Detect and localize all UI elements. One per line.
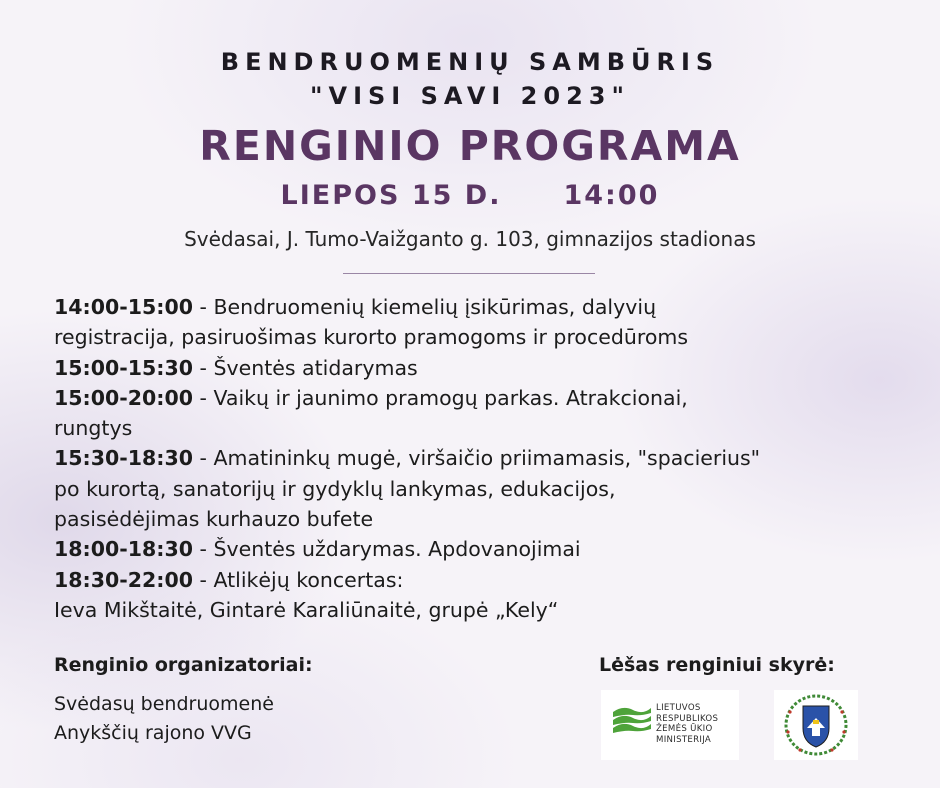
event-date: LIEPOS 15 D.	[280, 180, 502, 211]
program-item: 14:00-15:00 - Bendruomenių kiemelių įsikūrimas, dalyvių registracija, pasiruošimas kurorto pramogoms ir procedūroms	[54, 295, 689, 350]
event-title-line2: "VISI SAVI 2023"	[310, 82, 630, 110]
program-time: 15:00-20:00	[54, 385, 194, 410]
organizer-item: Svėdasų bendruomenė	[54, 693, 274, 715]
coat-of-arms-logo	[774, 690, 858, 760]
organizers-list	[54, 690, 274, 748]
funding-title: Lėšas renginiui skyrė:	[599, 654, 835, 676]
divider	[343, 273, 595, 274]
program-text: Amatininkų mugė, viršaičio priimamasis, "spacierius"	[213, 446, 761, 471]
event-location: Svėdasai, J. Tumo-Vaižganto g. 103, gimnazijos stadionas	[184, 227, 756, 251]
ministry-name-line: ŽEMĖS ŪKIO	[656, 724, 713, 734]
organizer-item: Anykščių rajono VVG	[54, 722, 252, 744]
ministry-name-line: MINISTERIJA	[656, 734, 712, 745]
event-time: 14:00	[563, 180, 660, 211]
program-text: Bendruomenių kiemelių įsikūrimas, dalyvių	[213, 295, 657, 319]
program-item: 15:30-18:30 - Amatininkų mugė, viršaičio priimamasis, "spacierius" po kurortą, sanatorijų ir gydyklų lankymas, edukacijos, pasisėdėjimas kurhauzo bufete	[54, 446, 761, 532]
program-item: 18:00-18:30 - Šventės uždarymas. Apdovanojimai	[54, 537, 581, 562]
ministry-name	[656, 703, 718, 745]
ministry-logo-icon	[611, 704, 651, 736]
ministry-logo	[601, 690, 739, 760]
coat-of-arms-icon	[774, 690, 858, 760]
program-time: 18:00-18:30	[54, 537, 194, 562]
program-time: 14:00-15:00	[54, 295, 194, 319]
program-text: Šventės uždarymas. Apdovanojimai	[213, 537, 581, 562]
program-list	[54, 292, 914, 625]
organizers-title: Renginio organizatoriai:	[54, 654, 313, 676]
event-date-time	[0, 180, 940, 211]
program-text: registracija, pasiruošimas kurorto pramogoms ir procedūroms	[54, 325, 689, 350]
program-title: RENGINIO PROGRAMA	[199, 122, 741, 170]
program-text: rungtys	[54, 416, 133, 441]
program-item: 15:00-15:30 - Šventės atidarymas	[54, 355, 418, 380]
program-text: pasisėdėjimas kurhauzo bufete	[54, 507, 374, 532]
ministry-name-line: LIETUVOS	[656, 703, 701, 713]
program-item: 18:30-22:00 - Atlikėjų koncertas: Ieva Mikštaitė, Gintarė Karaliūnaitė, grupė „Kely“	[54, 567, 559, 622]
program-item: 15:00-20:00 - Vaikų ir jaunimo pramogų parkas. Atrakcionai, rungtys	[54, 385, 688, 441]
program-time: 15:30-18:30	[54, 446, 194, 471]
event-title-line1: BENDRUOMENIŲ SAMBŪRIS	[220, 48, 720, 76]
program-time: 18:30-22:00	[54, 567, 194, 592]
program-text: po kurortą, sanatorijų ir gydyklų lankymas, edukacijos,	[54, 476, 616, 501]
ministry-name-line: RESPUBLIKOS	[656, 713, 719, 724]
program-text: Šventės atidarymas	[213, 355, 418, 380]
program-text: Atlikėjų koncertas:	[213, 567, 404, 592]
program-time: 15:00-15:30	[54, 355, 194, 380]
program-text: Ieva Mikštaitė, Gintarė Karaliūnaitė, grupė „Kely“	[54, 597, 559, 622]
program-text: Vaikų ir jaunimo pramogų parkas. Atrakcionai,	[213, 385, 688, 410]
